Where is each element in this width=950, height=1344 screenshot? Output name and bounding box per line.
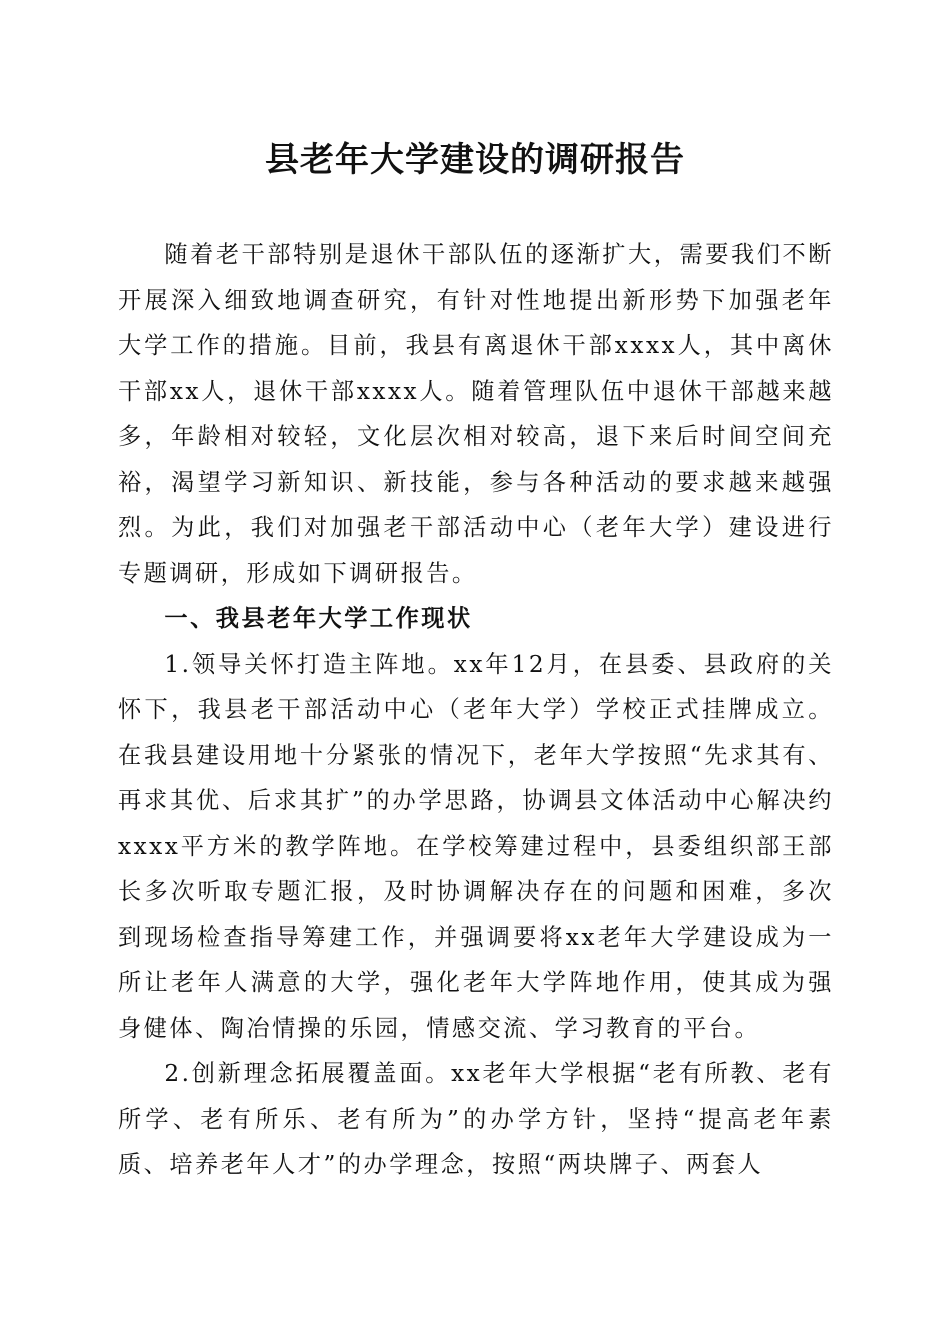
document-body bbox=[118, 232, 834, 1188]
page-title: 县老年大学建设的调研报告 bbox=[265, 140, 685, 180]
intro-paragraph: 随着老干部特别是退休干部队伍的逐渐扩大，需要我们不断开展深入细致地调查研究，有针对性地提出新形势下加强老年大学工作的措施。目前，我县有离退休干部xxxx人，其中离休干部xx人，退休干部xxxx人。随着管理队伍中退休干部越来越多，年龄相对较轻，文化层次相对较高，退下来后时间空间充裕，渴望学习新知识、新技能，参与各种活动的要求越来越强烈。为此，我们对加强老干部活动中心（老年大学）建设进行专题调研，形成如下调研报告。 bbox=[118, 241, 834, 587]
item-2-paragraph: 2.创新理念拓展覆盖面。xx老年大学根据“老有所教、老有所学、老有所乐、老有所为”的办学方针，坚持“提高老年素质、培养老年人才”的办学理念，按照“两块牌子、两套人 bbox=[118, 1060, 834, 1178]
item-1-paragraph: 1.领导关怀打造主阵地。xx年12月，在县委、县政府的关怀下，我县老干部活动中心（老年大学）学校正式挂牌成立。在我县建设用地十分紧张的情况下，老年大学按照“先求其有、再求其优、后求其扩”的办学思路，协调县文体活动中心解决约xxxx平方米的教学阵地。在学校筹建过程中，县委组织部王部长多次听取专题汇报，及时协调解决存在的问题和困难，多次到现场检查指导筹建工作，并强调要将xx老年大学建设成为一所让老年人满意的大学，强化老年大学阵地作用，使其成为强身健体、陶冶情操的乐园，情感交流、学习教育的平台。 bbox=[118, 650, 834, 1042]
section-heading-current-status: 一、我县老年大学工作现状 bbox=[164, 605, 473, 632]
